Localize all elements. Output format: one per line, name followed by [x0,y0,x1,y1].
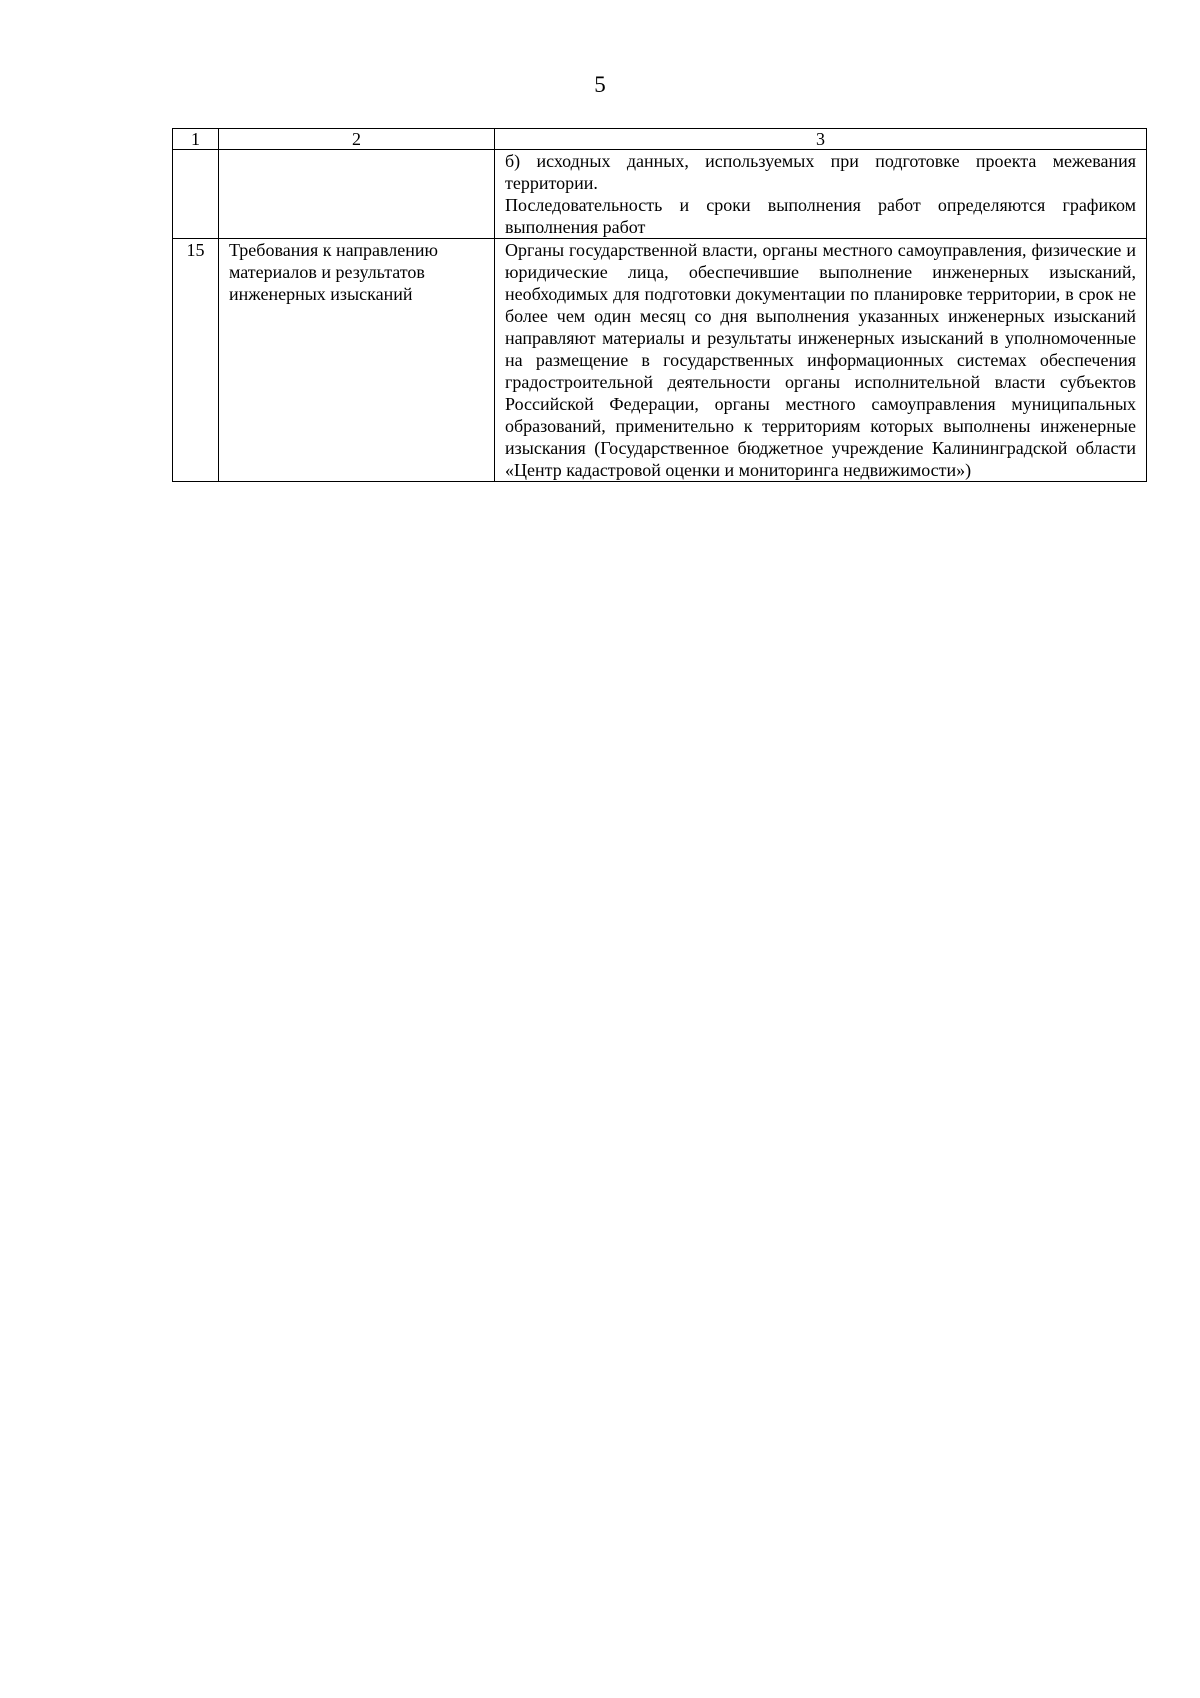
table-row [173,239,1147,482]
content-paragraph: Последовательность и сроки выполнения работ определяются графиком выполнения работ [505,195,1136,237]
row-number: 15 [173,239,219,482]
row-number [173,150,219,239]
table-header-row [173,129,1147,150]
column-header-3: 3 [495,129,1147,150]
column-header-2: 2 [219,129,495,150]
column-header-1: 1 [173,129,219,150]
row-label: Требования к направлению материалов и результатов инженерных изысканий [219,239,495,482]
content-paragraph: б) исходных данных, используемых при подготовке проекта межевания территории. [505,151,1136,193]
requirements-table [172,128,1147,482]
table-row [173,150,1147,239]
row-content [495,150,1147,239]
row-label [219,150,495,239]
page-number: 5 [594,72,606,97]
row-content [495,239,1147,482]
content-paragraph: Органы государственной власти, органы местного самоуправления, физические и юридические лица, обеспечившие выполнение инженерных изысканий, необходимых для подготовки документации по планировке территории, в срок не более чем один месяц со дня выполнения указанных инженерных изысканий направляют материалы и результаты инженерных изысканий в уполномоченные на размещение в государственных информационных системах обеспечения градостроительной деятельности органы исполнительной власти субъектов Российской Федерации, органы местного самоуправления муниципальных образований, применительно к территориям которых выполнены инженерные изыскания (Государственное бюджетное учреждение Калининградской области «Центр кадастровой оценки и мониторинга недвижимости») [505,240,1136,480]
